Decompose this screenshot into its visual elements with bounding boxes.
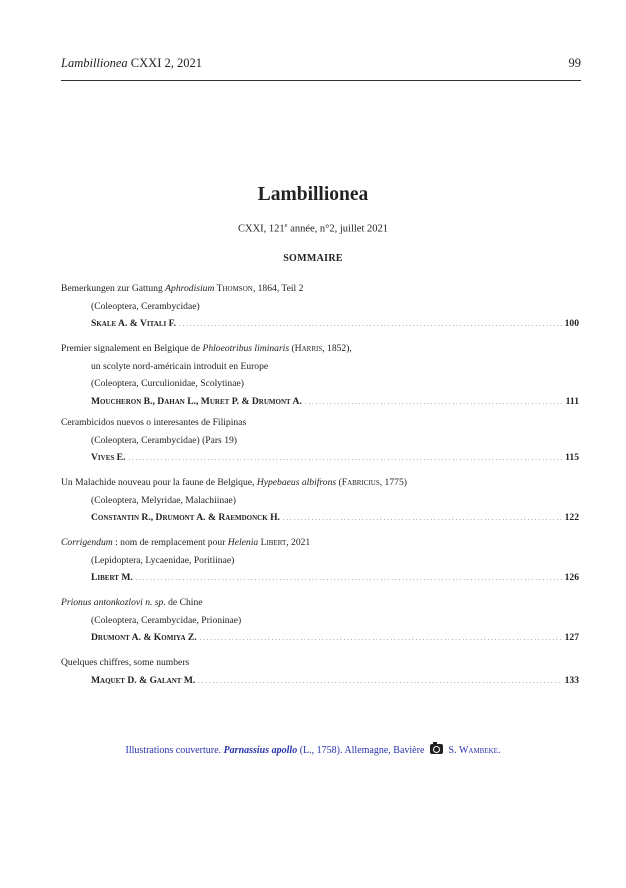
entry-title bbox=[61, 280, 579, 298]
entry-authors-line[interactable] bbox=[61, 315, 579, 335]
leader-dots bbox=[305, 393, 563, 413]
entry-authors: Moucheron B., Dahan L., Muret P. & Drumont A. bbox=[91, 395, 302, 407]
page-title: Lambillionea bbox=[257, 184, 369, 205]
camera-icon bbox=[430, 744, 443, 754]
entry-title-text: Un Malachide nouveau pour la faune de Belgique, bbox=[61, 477, 257, 488]
entry-title-taxon: Aphrodisium bbox=[165, 283, 215, 294]
entry-title-text: : nom de remplacement pour bbox=[112, 537, 228, 548]
journal-reference bbox=[61, 56, 202, 71]
entry-classification: (Coleoptera, Curculionidae, Scolytinae) bbox=[91, 378, 244, 390]
entry-title-text: Bemerkungen zur Gattung bbox=[61, 283, 166, 294]
entry-title-end: , 1852), bbox=[322, 343, 352, 354]
entry-title-end: , 1864, Teil 2 bbox=[252, 283, 304, 294]
page-number: 99 bbox=[568, 56, 581, 70]
entry-authors: Constantin R., Drumont A. & Raemdonck H. bbox=[91, 512, 280, 524]
entry-title-author: Libert bbox=[258, 537, 287, 548]
entry-page: 122 bbox=[564, 512, 579, 524]
entry-title-end: , 1775) bbox=[379, 477, 407, 488]
entry-page: 115 bbox=[565, 452, 579, 464]
entry-page: 126 bbox=[564, 572, 579, 584]
entry-title bbox=[61, 534, 579, 552]
entry-authors: Skale A. & Vitali F. bbox=[91, 318, 177, 330]
issue-info-part2: année, n°2, juillet 2021 bbox=[287, 223, 388, 235]
toc-entry bbox=[61, 414, 579, 469]
entry-classification: (Coleoptera, Cerambycidae) (Pars 19) bbox=[91, 434, 237, 446]
entry-title-italic-start: Prionus antonkozlovi n. sp. bbox=[61, 597, 166, 608]
caption-details: (L., 1758). Allemagne, Bavière bbox=[297, 745, 427, 756]
entry-page: 111 bbox=[565, 395, 579, 407]
entry-title-author: (Fabricius bbox=[336, 477, 380, 488]
entry-title-author: (Harris bbox=[289, 343, 323, 354]
entry-classification: (Coleoptera, Cerambycidae) bbox=[91, 300, 200, 312]
entry-classification: (Coleoptera, Melyridae, Malachiinae) bbox=[91, 494, 236, 506]
caption-prefix: Illustrations couverture. bbox=[125, 745, 224, 756]
entry-authors: Drumont A. & Komiya Z. bbox=[91, 632, 197, 644]
entry-title: Cerambicidos nuevos o interesantes de Filipinas bbox=[61, 417, 247, 428]
entry-classification: (Coleoptera, Cerambycidae, Prioninae) bbox=[91, 614, 242, 626]
entry-title bbox=[61, 340, 579, 358]
caption-species: Parnassius apollo bbox=[223, 745, 298, 756]
entry-title-taxon: Phloeotribus liminaris bbox=[202, 343, 290, 354]
entry-title bbox=[61, 594, 579, 612]
caption-end: . bbox=[497, 745, 501, 756]
entry-authors-line[interactable] bbox=[61, 393, 579, 413]
toc-entry bbox=[61, 534, 579, 589]
entry-title-author: Thomson bbox=[214, 283, 253, 294]
running-header bbox=[61, 56, 581, 78]
leader-dots bbox=[198, 672, 561, 692]
leader-dots bbox=[136, 569, 562, 589]
toc-entry bbox=[61, 594, 579, 649]
entry-subtitle: un scolyte nord-américain introduit en Europe bbox=[91, 360, 269, 372]
volume-info: CXXI 2, 2021 bbox=[127, 56, 202, 70]
entry-title-italic-start: Corrigendum bbox=[61, 537, 113, 548]
leader-dots bbox=[128, 449, 562, 469]
entry-authors: Libert M. bbox=[91, 572, 133, 584]
cover-caption bbox=[0, 744, 626, 756]
entry-authors-line[interactable] bbox=[61, 449, 579, 469]
toc-entry bbox=[61, 280, 579, 335]
header-rule bbox=[61, 80, 581, 81]
issue-info-part1: CXXI, 121 bbox=[238, 223, 285, 235]
entry-authors-line[interactable] bbox=[61, 569, 579, 589]
entry-authors: Maquet D. & Galant M. bbox=[91, 674, 196, 686]
entry-title bbox=[61, 474, 579, 492]
leader-dots bbox=[283, 509, 562, 529]
contents-heading: SOMMAIRE bbox=[283, 253, 343, 264]
entry-title-end: , 2021 bbox=[286, 537, 311, 548]
entry-title-text: Premier signalement en Belgique de bbox=[61, 343, 203, 354]
leader-dots bbox=[179, 315, 562, 335]
toc-entry bbox=[61, 654, 579, 691]
entry-title-text: de Chine bbox=[165, 597, 203, 608]
caption-credit-name: Wambeke bbox=[458, 745, 498, 756]
entry-title: Quelques chiffres, some numbers bbox=[61, 657, 190, 668]
entry-page: 100 bbox=[564, 318, 579, 330]
issue-info-sup: e bbox=[284, 222, 288, 229]
leader-dots bbox=[200, 629, 562, 649]
caption-credit-initial: S. bbox=[445, 745, 459, 756]
entry-authors-line[interactable] bbox=[61, 672, 579, 692]
entry-page: 127 bbox=[564, 632, 579, 644]
entry-authors: Vives E. bbox=[91, 452, 126, 464]
issue-info bbox=[0, 222, 626, 235]
entry-title-taxon: Hypebaeus albifrons bbox=[256, 477, 337, 488]
entry-title-taxon: Helenia bbox=[227, 537, 259, 548]
entry-authors-line[interactable] bbox=[61, 509, 579, 529]
entry-classification: (Lepidoptera, Lycaenidae, Poritiinae) bbox=[91, 554, 235, 566]
toc-entry bbox=[61, 340, 579, 412]
entry-page: 133 bbox=[564, 674, 579, 686]
journal-name: Lambillionea bbox=[61, 56, 128, 70]
toc-entry bbox=[61, 474, 579, 529]
entry-authors-line[interactable] bbox=[61, 629, 579, 649]
